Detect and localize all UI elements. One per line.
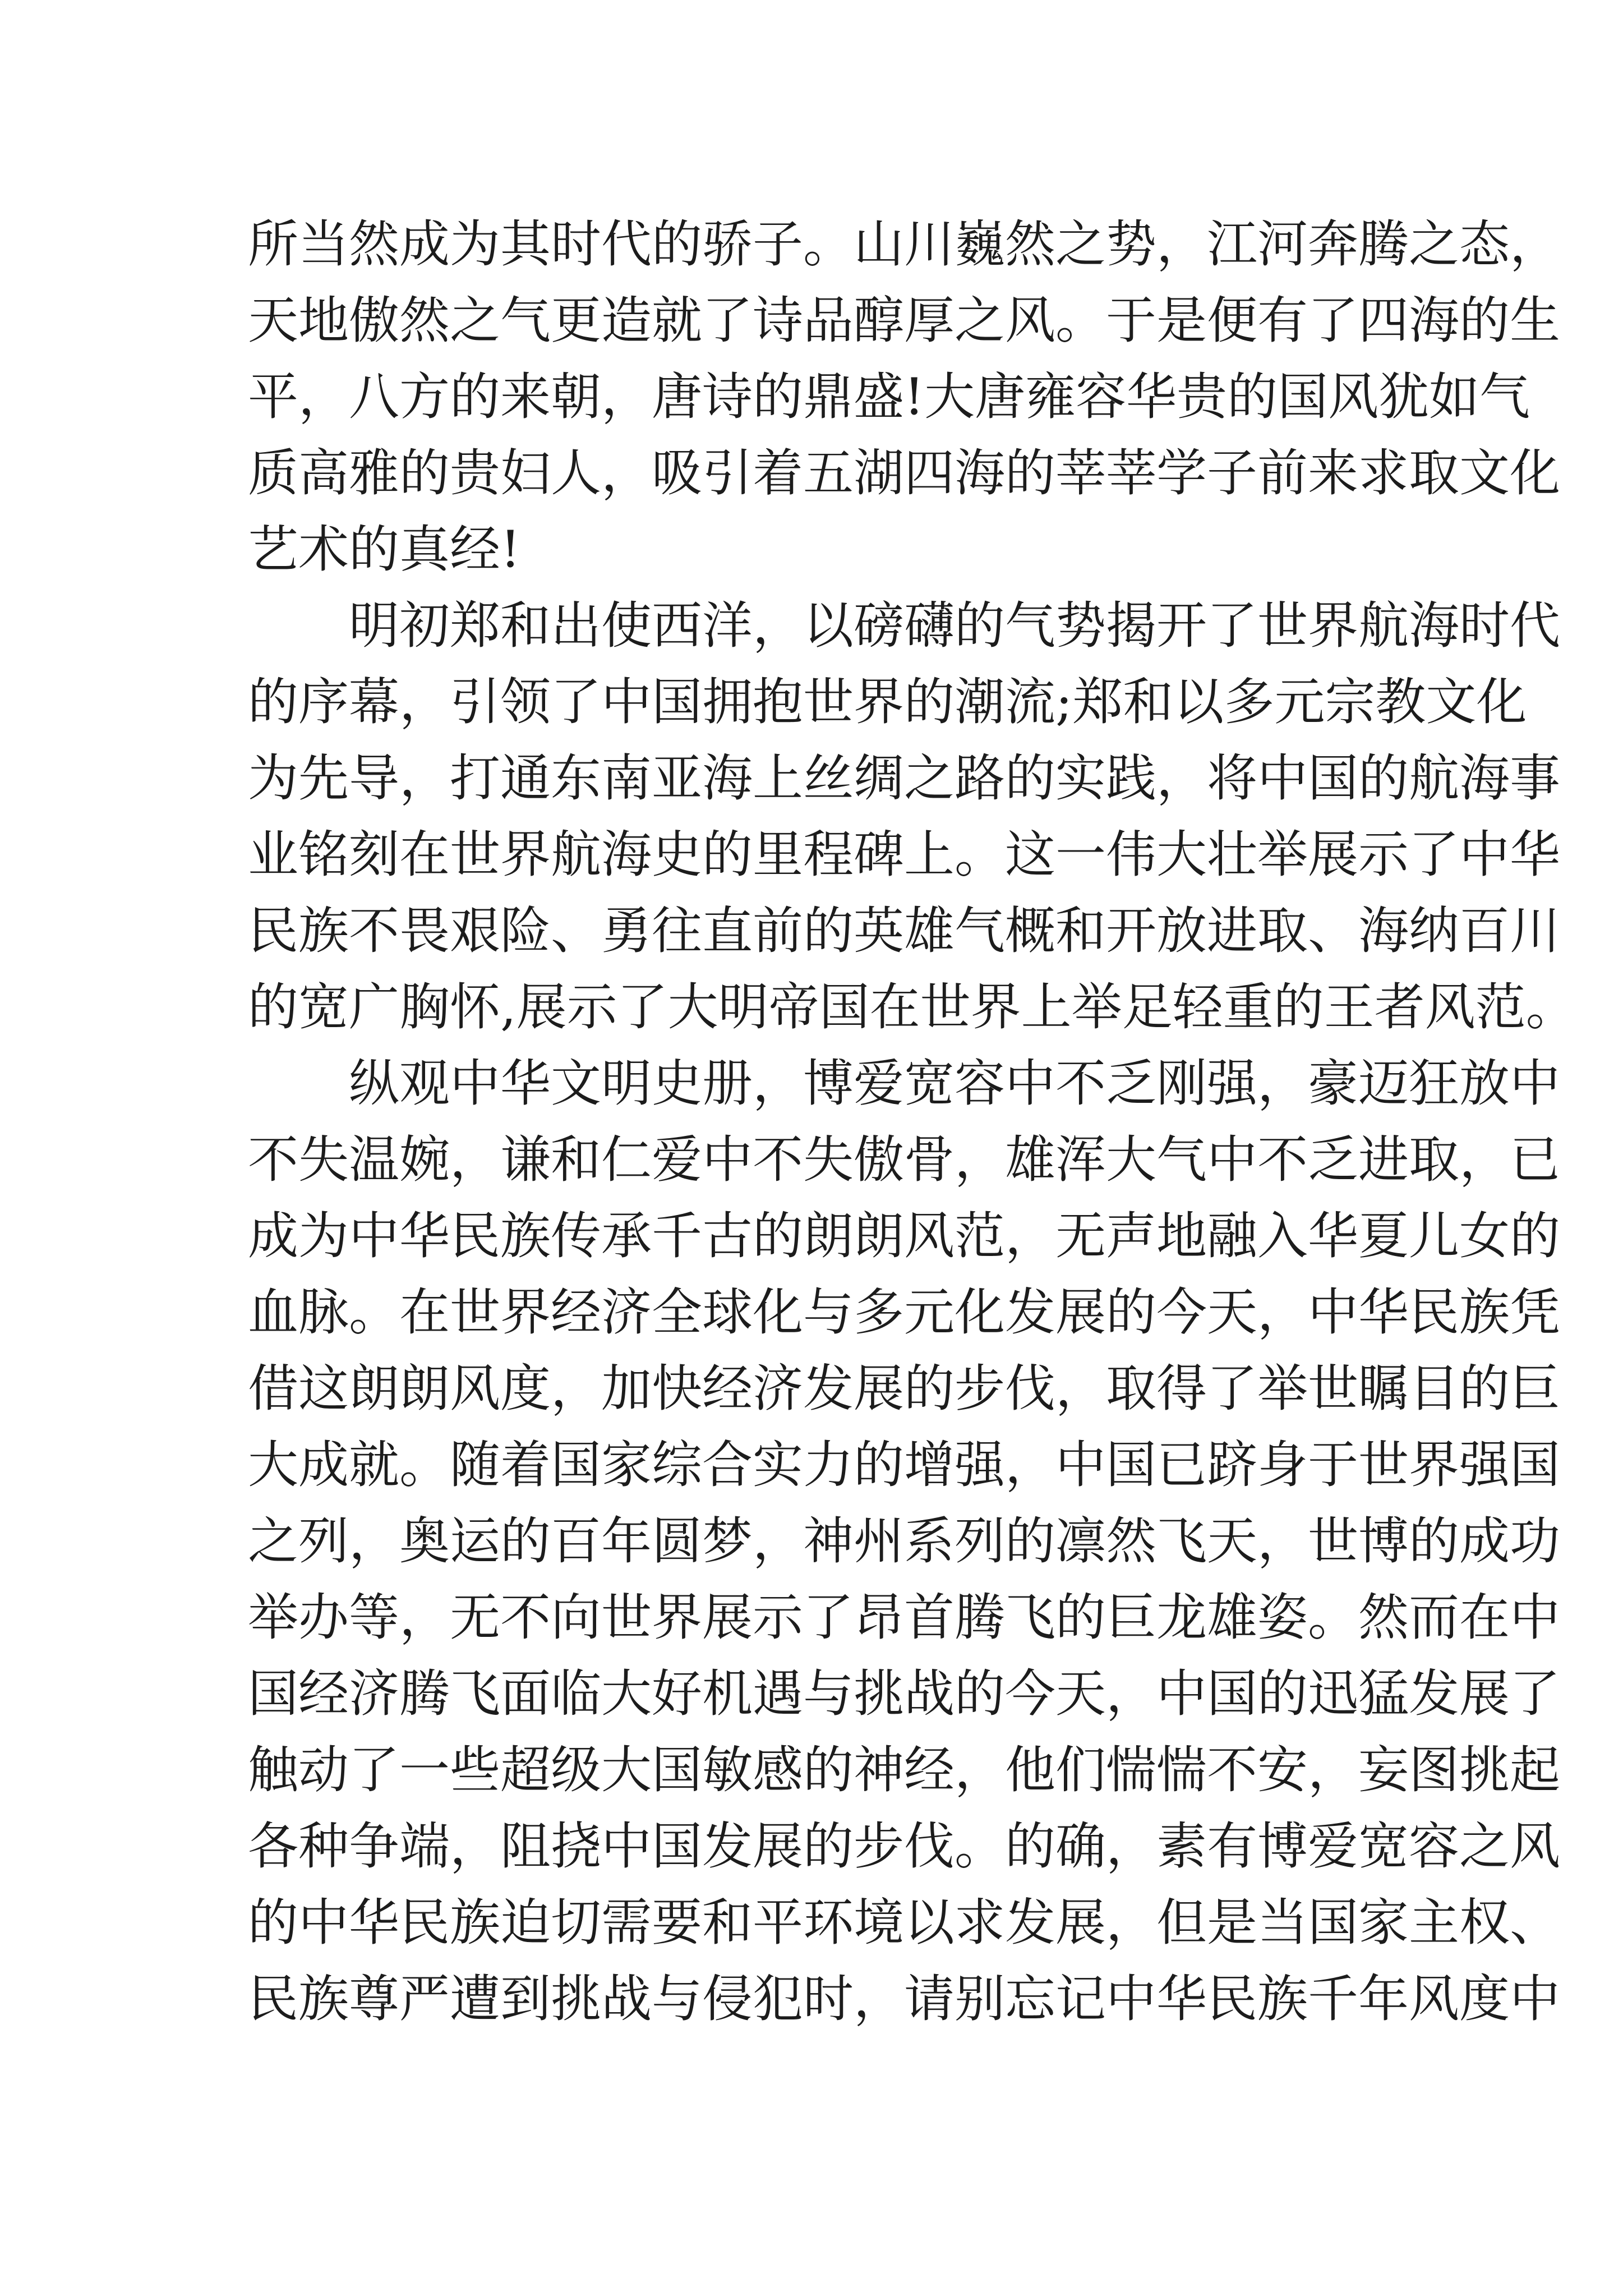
text-line: 大成就。随着国家综合实力的增强，中国已跻身于世界强国 [248,1435,1560,1494]
text-line: 民族不畏艰险、勇往直前的英雄气概和开放进取、海纳百川 [248,901,1560,960]
text-line: 天地傲然之气更造就了诗品醇厚之风。于是便有了四海的生 [248,291,1560,350]
text-line: 触动了一些超级大国敏感的神经，他们惴惴不安，妄图挑起 [248,1741,1560,1800]
text-line: 各种争端，阻挠中国发展的步伐。的确，素有博爱宽容之风 [248,1817,1560,1876]
text-line: 的序幕，引领了中国拥抱世界的潮流;郑和以多元宗教文化 [248,673,1527,731]
text-line: 举办等，无不向世界展示了昂首腾飞的巨龙雄姿。然而在中 [248,1588,1560,1647]
text-line: 艺术的真经! [248,520,521,579]
text-line: 的中华民族迫切需要和平环境以求发展，但是当国家主权、 [248,1893,1560,1952]
text-line: 质高雅的贵妇人，吸引着五湖四海的莘莘学子前来求取文化 [248,444,1560,503]
text-line: 之列，奥运的百年圆梦，神州系列的凛然飞天，世博的成功 [248,1512,1560,1571]
paragraph [248,588,1576,1046]
text-line: 为先导，打通东南亚海上丝绸之路的实践，将中国的航海事 [248,749,1560,808]
text-line: 业铭刻在世界航海史的里程碑上。这一伟大壮举展示了中华 [248,825,1560,884]
text-line: 借这朗朗风度，加快经济发展的步伐，取得了举世瞩目的巨 [248,1359,1560,1418]
text-line: 的宽广胸怀,展示了大明帝国在世界上举足轻重的王者风范。 [248,978,1576,1037]
text-line: 国经济腾飞面临大好机遇与挑战的今天，中国的迅猛发展了 [248,1664,1560,1723]
text-line: 成为中华民族传承千古的朗朗风范，无声地融入华夏儿女的 [248,1207,1560,1266]
paragraph [248,206,1560,588]
body-text [248,206,1576,2037]
text-line: 纵观中华文明史册，博爱宽容中不乏刚强，豪迈狂放中 [349,1054,1560,1113]
text-line: 民族尊严遭到挑战与侵犯时，请别忘记中华民族千年风度中 [248,1970,1560,2028]
text-line: 明初郑和出使西洋，以磅礴的气势揭开了世界航海时代 [349,596,1560,655]
text-line: 血脉。在世界经济全球化与多元化发展的今天，中华民族凭 [248,1283,1560,1342]
text-line: 不失温婉，谦和仁爱中不失傲骨，雄浑大气中不乏进取，已 [248,1130,1560,1189]
text-line: 所当然成为其时代的骄子。山川巍然之势，江河奔腾之态， [248,215,1560,274]
paragraph [248,1046,1560,2037]
text-line: 平，八方的来朝，唐诗的鼎盛!大唐雍容华贵的国风犹如气 [248,367,1530,426]
